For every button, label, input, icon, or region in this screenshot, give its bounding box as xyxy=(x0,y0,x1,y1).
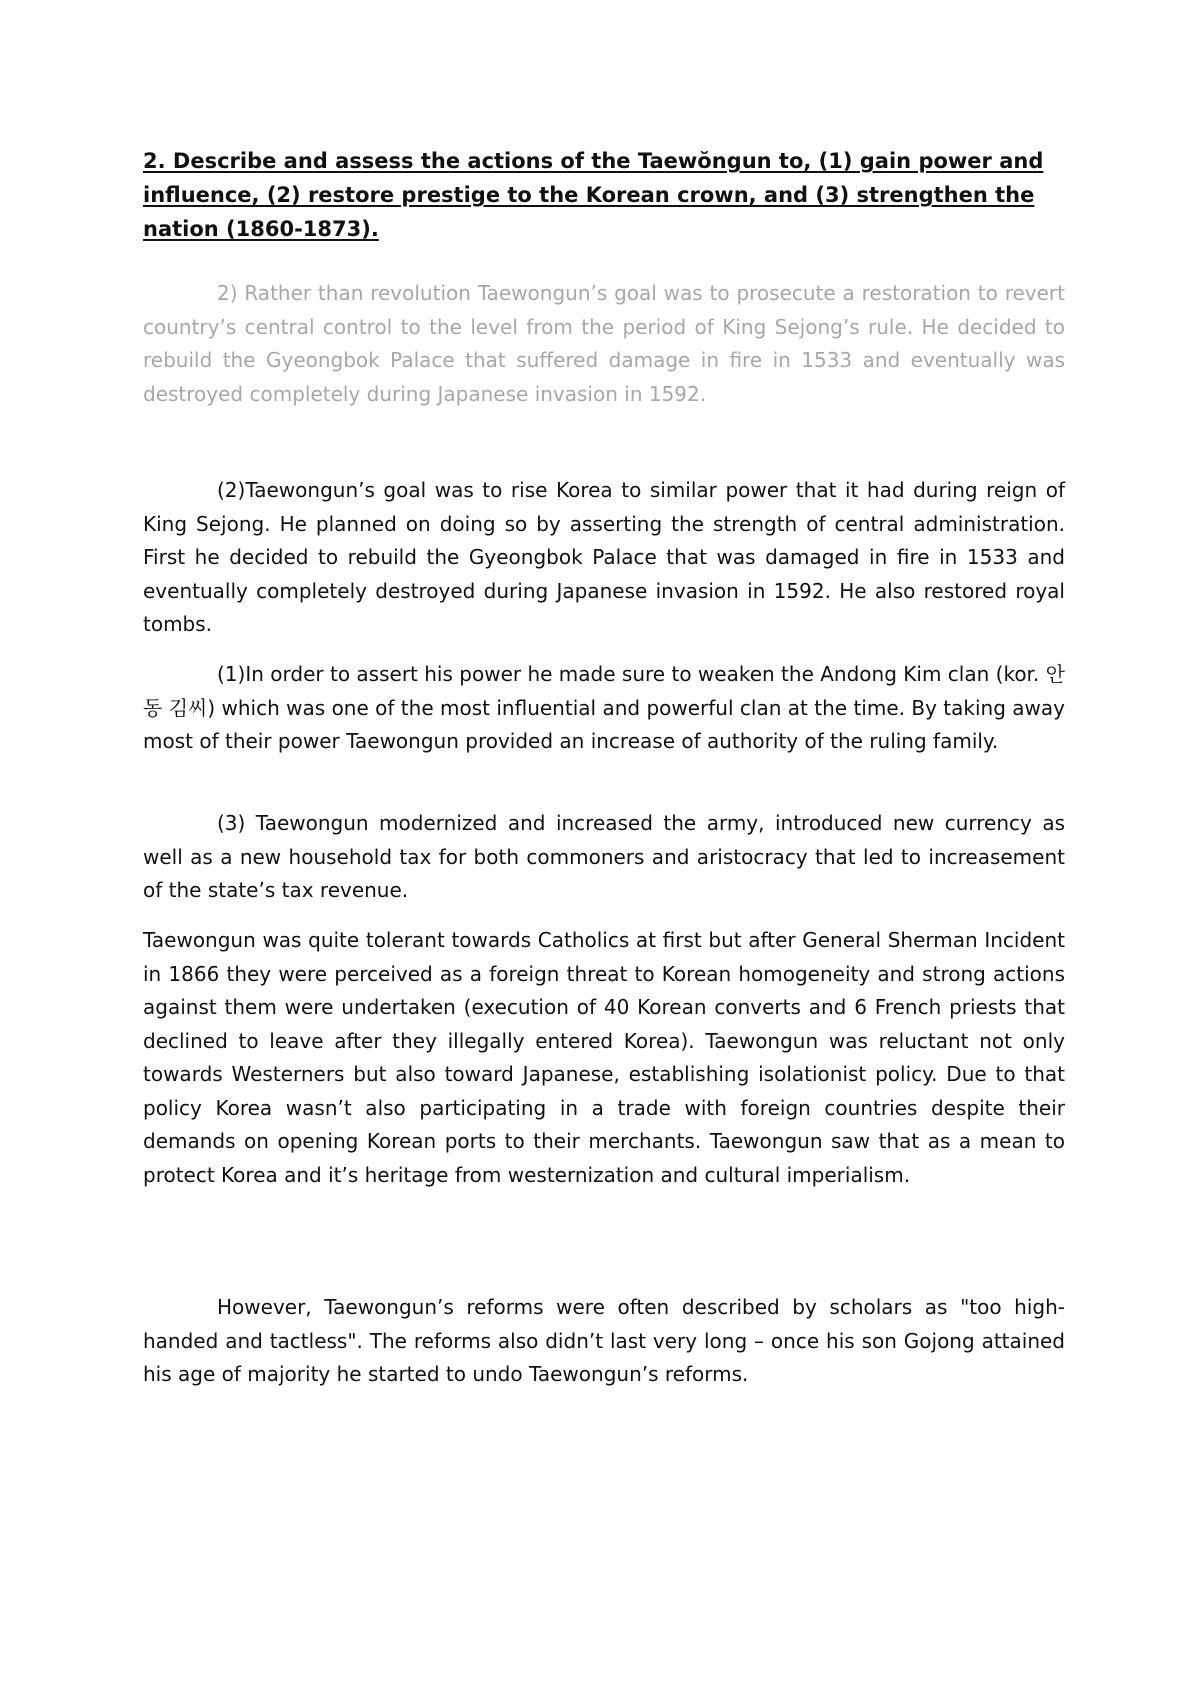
paragraph-faded-restoration: 2) Rather than revolution Taewongun’s goal was to prosecute a restoration to revert country’s central control to the level from the period of King Sejong’s rule. He decided to rebuild the Gyeongbok Palace that suffered damage in fire in 1533 and eventually was destroyed completely during Japanese invasion in 1592. xyxy=(143,281,1065,406)
paragraph-gain-power: (1)In order to assert his power he made sure to weaken the Andong Kim clan (kor. 안동 김씨) which was one of the most influential and powerful clan at the time. By taking away most of their power Taewongun provided an increase of authority of the ruling family. xyxy=(143,662,1065,753)
paragraph-catholics-isolationism: Taewongun was quite tolerant towards Catholics at first but after General Sherman Incident in 1866 they were perceived as a foreign threat to Korean homogeneity and strong actions against them were undertaken (execution of 40 Korean converts and 6 French priests that declined to leave after they illegally entered Korea). Taewongun was reluctant not only towards Westerners but also toward Japanese, establishing isolationist policy. Due to that policy Korea wasn’t also participating in a trade with foreign countries despite their demands on opening Korean ports to their merchants. Taewongun saw that as a mean to protect Korea and it’s heritage from westernization and cultural imperialism. xyxy=(143,928,1065,1187)
document-title: 2. Describe and assess the actions of the Taewŏngun to, (1) gain power and influence, (2) restore prestige to the Korean crown, and (3) strengthen the nation (1860-1873). xyxy=(143,149,1044,241)
paragraph-restore-prestige: (2)Taewongun’s goal was to rise Korea to similar power that it had during reign of King Sejong. He planned on doing so by asserting the strength of central administration. First he decided to rebuild the Gyeongbok Palace that was damaged in fire in 1533 and eventually completely destroyed during Japanese invasion in 1592. He also restored royal tombs. xyxy=(143,478,1065,636)
paragraph-strengthen-nation: (3) Taewongun modernized and increased the army, introduced new currency as well as a new household tax for both commoners and aristocracy that led to increasement of the state’s tax revenue. xyxy=(143,811,1065,902)
document-page xyxy=(143,0,1065,1696)
paragraph-assessment: However, Taewongun’s reforms were often described by scholars as "too high-handed and tactless". The reforms also didn’t last very long – once his son Gojong attained his age of majority he started to undo Taewongun’s reforms. xyxy=(143,1295,1065,1386)
